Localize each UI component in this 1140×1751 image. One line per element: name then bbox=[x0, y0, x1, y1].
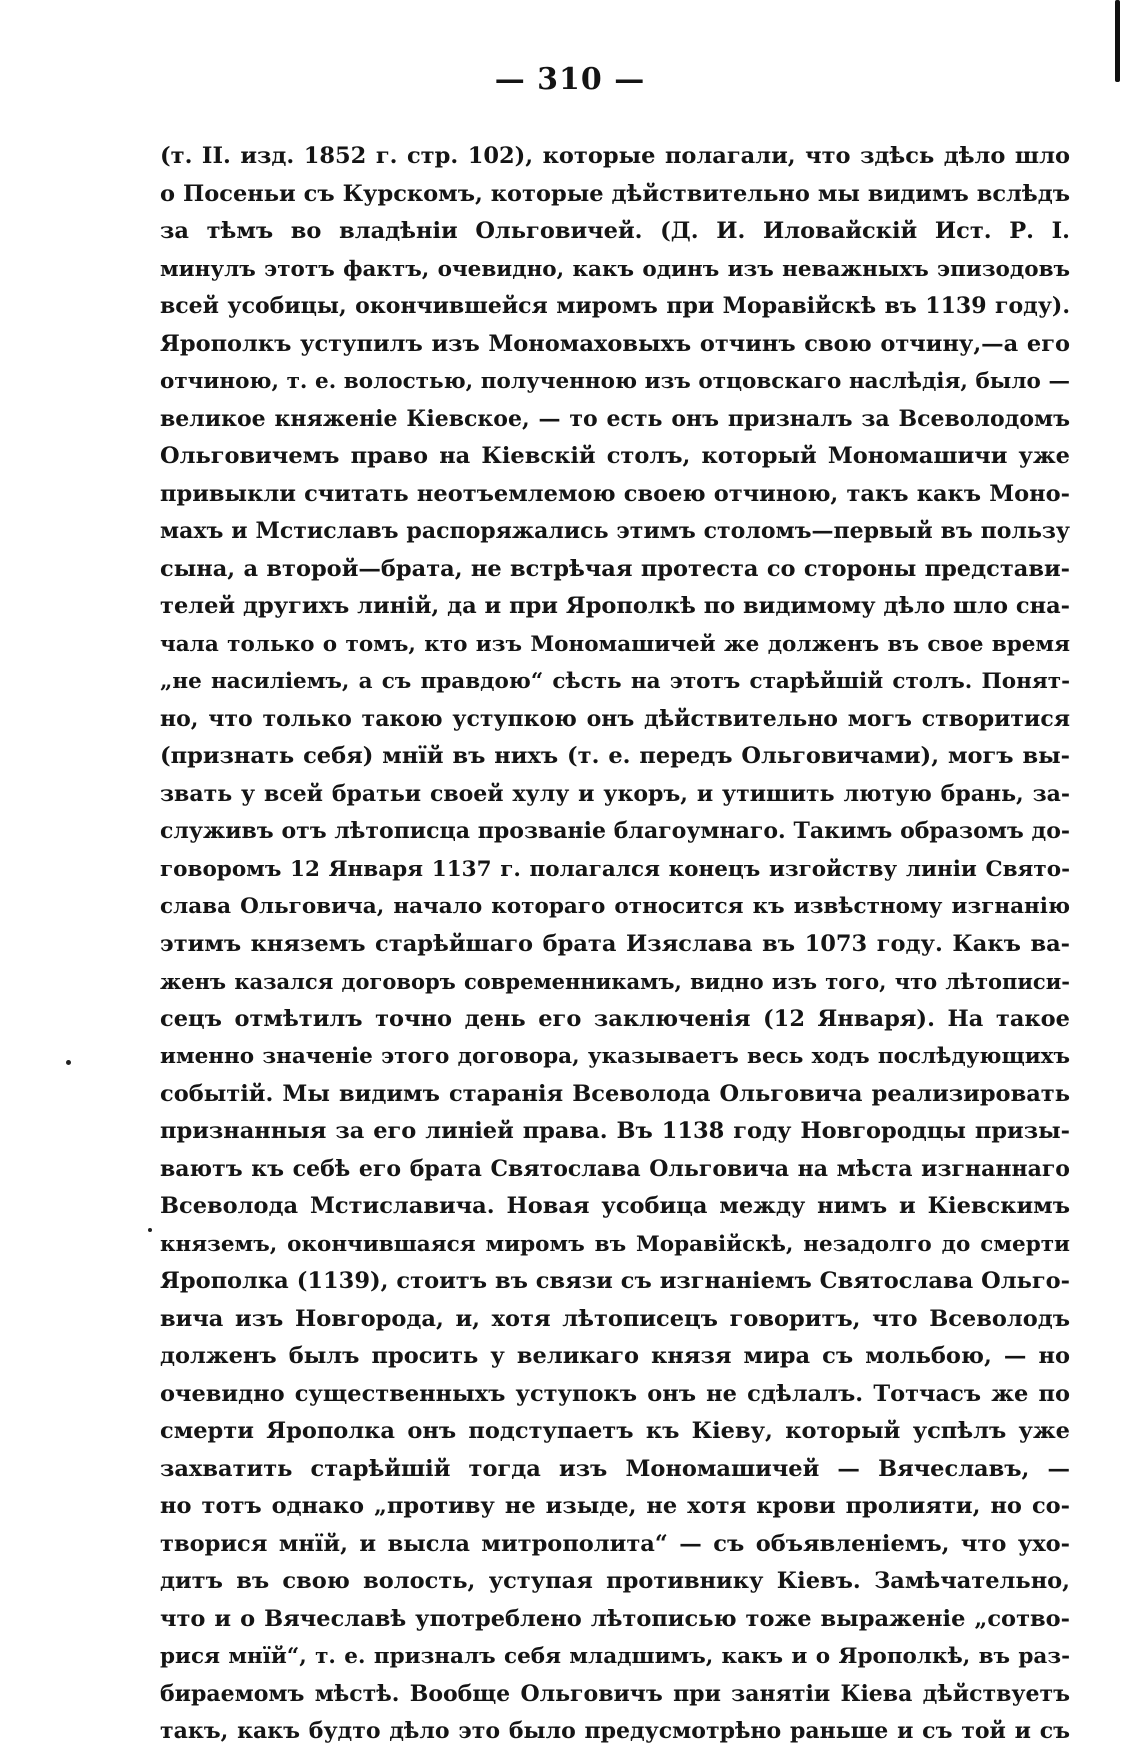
text-line: событій. Мы видимъ старанія Всеволода Ольговича реализировать bbox=[160, 1080, 1070, 1107]
text-line: смерти Ярополка онъ подступаетъ къ Кіеву, который успѣлъ уже bbox=[160, 1418, 1070, 1444]
text-line: о Посеньи съ Курскомъ, которые дѣйствительно мы видимъ вслѣдъ bbox=[160, 180, 1070, 207]
text-line: телей другихъ линій, да и при Ярополкѣ по видимому дѣло шло сна- bbox=[160, 593, 1070, 619]
text-line: женъ казался договоръ современникамъ, видно изъ того, что лѣтописи- bbox=[160, 969, 1070, 994]
text-line: сына, а второй—брата, не встрѣчая протеста со стороны представи- bbox=[160, 555, 1070, 582]
text-line: слава Ольговича, начало котораго относится къ извѣстному изгнанію bbox=[160, 894, 1070, 919]
text-line: этимъ княземъ старѣйшаго брата Изяслава въ 1073 году. Какъ ва- bbox=[160, 930, 1070, 957]
text-line: (признать себя) мнїй въ нихъ (т. е. передъ Ольговичами), могъ вы- bbox=[160, 743, 1070, 769]
text-line: Всеволода Мстиславича. Новая усобица между нимъ и Кіевскимъ bbox=[160, 1193, 1070, 1219]
text-line: но, что только такою уступкою онъ дѣйствительно могъ створитися bbox=[160, 705, 1070, 732]
text-line: сецъ отмѣтилъ точно день его заключенія (12 Января). На такое bbox=[160, 1005, 1070, 1032]
text-line: именно значеніе этого договора, указываетъ весь ходъ послѣдующихъ bbox=[160, 1044, 1070, 1069]
text-line: привыкли считать неотъемлемою своею отчиною, такъ какъ Моно- bbox=[160, 480, 1070, 507]
text-line: бираемомъ мѣстѣ. Вообще Ольговичъ при занятіи Кіева дѣйствуетъ bbox=[160, 1680, 1070, 1707]
scan-speck bbox=[148, 1228, 152, 1232]
text-line: великое княженіе Кіевское, — то есть онъ призналъ за Всеволодомъ bbox=[160, 405, 1070, 432]
text-line: чала только о томъ, кто изъ Мономашичей же долженъ въ свое время bbox=[160, 631, 1070, 657]
body-text bbox=[160, 138, 1070, 1751]
text-line: но тотъ однако „противу не изыде, не хотя крови пролияти, но со- bbox=[160, 1493, 1070, 1519]
text-line: творися мнїй, и высла митрополита“ — съ объявленіемъ, что ухо- bbox=[160, 1530, 1070, 1557]
text-line: отчиною, т. е. волостью, полученною изъ отцовскаго наслѣдія, было — bbox=[160, 369, 1070, 394]
text-line: дитъ въ свою волость, уступая противнику Кіевъ. Замѣчательно, bbox=[160, 1568, 1070, 1594]
text-line: всей усобицы, окончившейся миромъ при Моравійскѣ въ 1139 году). bbox=[160, 293, 1070, 319]
text-line: что и о Вячеславѣ употреблено лѣтописью тоже выраженіе „сотво- bbox=[160, 1605, 1070, 1632]
text-line: Ярополкъ уступилъ изъ Мономаховыхъ отчинъ свою отчину,—а его bbox=[160, 330, 1070, 357]
text-line: такъ, какъ будто дѣло это было предусмотрѣно раньше и съ той и съ bbox=[160, 1718, 1070, 1744]
text-line: „не насиліемъ, а съ правдою“ сѣсть на этотъ старѣйшій столъ. Понят- bbox=[160, 669, 1070, 694]
text-line: признанныя за его линіей права. Въ 1138 году Новгородцы призы- bbox=[160, 1118, 1070, 1144]
page-number: — 310 — bbox=[494, 62, 646, 97]
scan-speck bbox=[66, 1060, 71, 1065]
text-line: вича изъ Новгорода, и, хотя лѣтописецъ говоритъ, что Всеволодъ bbox=[160, 1305, 1070, 1332]
text-line: служивъ отъ лѣтописца прозваніе благоумнаго. Такимъ образомъ до- bbox=[160, 818, 1070, 844]
text-line: захватить старѣйшій тогда изъ Мономашичей — Вячеславъ, — bbox=[160, 1455, 1070, 1482]
text-line: ваютъ къ себѣ его брата Святослава Ольговича на мѣста изгнаннаго bbox=[160, 1155, 1070, 1182]
text-line: (т. II. изд. 1852 г. стр. 102), которые полагали, что здѣсь дѣло шло bbox=[160, 143, 1070, 169]
text-line: рися мнїй“, т. е. призналъ себя младшимъ, какъ и о Ярополкѣ, въ раз- bbox=[160, 1644, 1070, 1669]
text-line: говоромъ 12 Января 1137 г. полагался конецъ изгойству линіи Свято- bbox=[160, 856, 1070, 882]
text-line: минулъ этотъ фактъ, очевидно, какъ одинъ изъ неважныхъ эпизодовъ bbox=[160, 256, 1070, 282]
text-line: княземъ, окончившаяся миромъ въ Моравійскѣ, незадолго до смерти bbox=[160, 1231, 1070, 1257]
text-line: долженъ былъ просить у великаго князя мира съ мольбою, — но bbox=[160, 1343, 1070, 1369]
text-line: за тѣмъ во владѣніи Ольговичей. (Д. И. Иловайскій Ист. Р. I. bbox=[160, 218, 1070, 244]
text-line: махъ и Мстиславъ распоряжались этимъ столомъ—первый въ пользу bbox=[160, 518, 1070, 544]
text-line: Ольговичемъ право на Кіевскій столъ, который Мономашичи уже bbox=[160, 443, 1070, 469]
text-line: очевидно существенныхъ уступокъ онъ не сдѣлалъ. Тотчасъ же по bbox=[160, 1380, 1070, 1407]
text-line: Ярополка (1139), стоитъ въ связи съ изгнаніемъ Святослава Ольго- bbox=[160, 1268, 1070, 1294]
text-line: звать у всей братьи своей хулу и укоръ, и утишить лютую брань, за- bbox=[160, 780, 1070, 807]
